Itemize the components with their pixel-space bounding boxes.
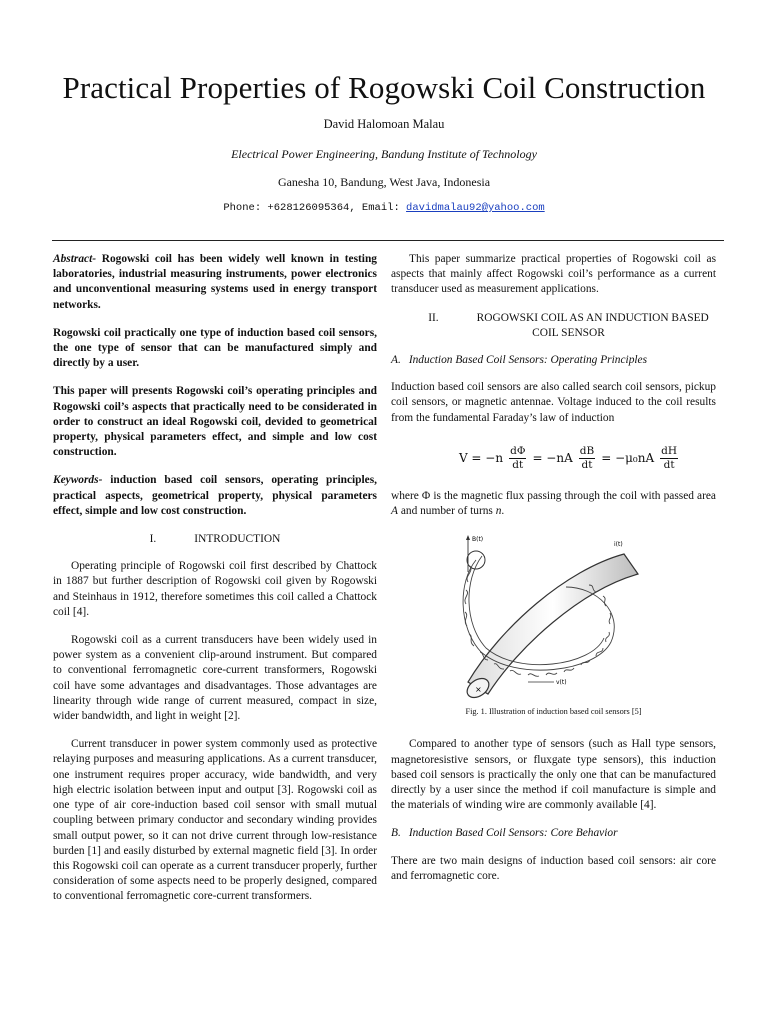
flux-var-a: A <box>391 505 398 518</box>
intro-paragraph-1: Operating principle of Rogowski coil first described by Chattock in 1887 but further description of Rogowski coil given by Rogowski and Steinhaus in 1912, therefore sometimes this coil called a Chattock coil [4]. <box>53 560 377 618</box>
flux-text-a: where Φ is the magnetic flux passing through the coil with passed area <box>391 489 716 502</box>
core-paragraph: There are two main designs of induction based coil sensors: air core and ferromagnetic core. <box>391 854 716 882</box>
subsection-label: B. <box>391 827 401 840</box>
subsection-title: Induction Based Coil Sensors: Operating Principles <box>408 354 648 367</box>
figure-coil-illustration <box>391 532 716 700</box>
eq-numerator: dB <box>579 445 595 458</box>
section-title: ROGOWSKI COIL AS AN INDUCTION BASED COIL SENSOR <box>476 311 709 339</box>
section-title: INTRODUCTION <box>194 533 281 546</box>
flux-var-n: n <box>495 505 502 518</box>
keywords-text: induction based coil sensors, operating principles, practical aspects, geometrical property, physical parameters effect, simple and low cost construction. <box>53 474 377 517</box>
label-voltage: v(t) <box>556 679 567 687</box>
subsection-heading-a <box>391 353 716 368</box>
abstract-paragraph-2: Rogowski coil practically one type of induction based coil sensors, the one type of sensor that can be manufactured simply and directly by a user. <box>53 326 377 370</box>
label-b-field: B(t) <box>472 536 484 544</box>
faraday-equation <box>421 439 716 479</box>
eq-middle-2: = −μ₀nA <box>601 451 655 466</box>
left-column <box>53 252 377 918</box>
coil-illustration-image <box>446 532 661 700</box>
conductor-body <box>468 554 638 694</box>
section-number: I. <box>149 533 157 546</box>
eq-lhs: V = −n <box>458 451 504 466</box>
eq-fraction-h <box>660 445 678 472</box>
label-current: i(t) <box>614 541 623 549</box>
subsection-heading-b <box>391 826 716 841</box>
subsection-title: Induction Based Coil Sensors: Core Behavior <box>408 827 618 840</box>
abstract-paragraph-3: This paper will presents Rogowski coil’s operating principles and Rogowski coil’s aspects that practically need to be considerated in order to construct an ideal Rogowski coil, devided to geometrical property, physical parameters effect, and simple and low cost construction. <box>53 385 377 459</box>
eq-numerator: dΦ <box>510 445 526 458</box>
subsection-label: A. <box>391 354 401 367</box>
author-contact <box>0 202 768 214</box>
conductor-cross-mark: × <box>475 685 482 695</box>
flux-paragraph <box>391 489 716 519</box>
figure-caption: Fig. 1. Illustration of induction based coil sensors [5] <box>465 707 642 717</box>
eq-denominator: dt <box>581 459 593 472</box>
eq-fraction-b <box>579 445 595 472</box>
eq-denominator: dt <box>512 459 524 472</box>
faraday-paragraph: Induction based coil sensors are also called search coil sensors, pickup coil sensors, or magnetic antennae. Voltage induced to the coil results from the fundamental Faraday’s law of induction <box>391 381 716 424</box>
eq-numerator: dH <box>661 445 678 458</box>
author-name: David Halomoan Malau <box>323 117 445 131</box>
intro-paragraph-3: Current transducer in power system commonly used as protective relaying purposes and measuring applications. As a current transducer, one instrument requires proper accuracy, wide bandwidth, and very high electric isolation between input and output [3]. Rogowski coil as one type of air core-induction based coil sensor with small mutual coupling between primary conductor and secondary winding provides small output power, so it can not drive current through low-resistance burden [1] and easily disturbed by external magnetic field [3]. In order this Rogowski coil can operate as a current transducer properly, further consideration of some aspects need to be properly designed, compared to conventional ferromagnetic core-current transformers. <box>53 738 377 903</box>
section-heading-rogowski <box>391 311 716 341</box>
section-heading-introduction <box>53 532 377 547</box>
eq-middle-1: = −nA <box>532 451 573 466</box>
flux-text-c: . <box>501 505 505 518</box>
abstract-label: Abstract- <box>53 253 97 265</box>
author-affiliation: Electrical Power Engineering, Bandung Institute of Technology <box>231 147 537 161</box>
comparison-paragraph: Compared to another type of sensors (such as Hall type sensors, magnetoresistive sensors, or fluxgate type sensors), this induction based coil sensors is practically the only one that can be manufactured directly by a user since the method if coil manufacture is simple and the materials of winding wire are commonly available [4]. <box>391 738 716 812</box>
eq-fraction-flux <box>509 445 526 472</box>
section-number: II. <box>428 311 439 324</box>
email-link[interactable]: davidmalau92@yahoo.com <box>406 202 545 214</box>
author-address: Ganesha 10, Bandung, West Java, Indonesia <box>277 175 491 189</box>
right-column <box>391 252 716 897</box>
keywords-paragraph <box>53 473 377 519</box>
eq-denominator: dt <box>663 459 675 472</box>
intro-paragraph-2: Rogowski coil as a current transducers have been widely used in power system as a convenient clip-around instrument. But compared to conventional ferromagnetic core-current transformers, Rogowski coil have some advantages and disadvantages. Those advantages are linearity through wide range of current measured, compact in size, wider bandwidth, and light in weight [2]. <box>53 634 377 723</box>
contact-phone: Phone: +628126095364, Email: <box>223 202 407 214</box>
header-divider <box>52 240 724 241</box>
summary-paragraph: This paper summarize practical properties of Rogowski coil as aspects that mainly affect Rogowski coil’s performance as a current transducer used as measurement applications. <box>391 253 716 296</box>
abstract-text: Rogowski coil has been widely well known in testing laboratories, industrial measuring instruments, power electronics and unconventional measuring systems used in energy transport networks. <box>53 253 377 311</box>
field-arrow-head <box>466 535 470 540</box>
flux-text-b: and number of turns <box>397 505 496 518</box>
paper-title: Practical Properties of Rogowski Coil Construction <box>62 70 706 105</box>
abstract-paragraph <box>53 252 377 313</box>
keywords-label: Keywords- <box>53 474 103 487</box>
